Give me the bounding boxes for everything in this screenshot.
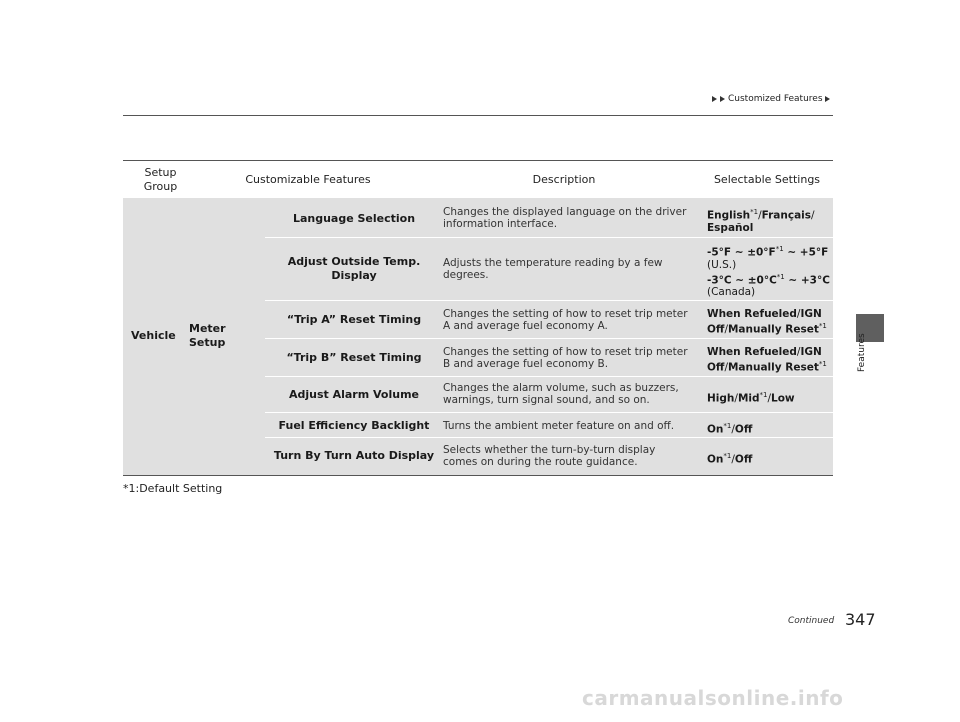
settings-table — [123, 198, 833, 476]
table-row — [265, 339, 833, 377]
selectable-settings: When Refueled/IGN Off/Manually Reset$^{*1}$ — [707, 308, 827, 336]
feature-name: “Trip A” Reset Timing — [286, 313, 422, 326]
table-row — [265, 198, 833, 238]
watermark: carmanualsonline.info — [582, 686, 844, 710]
table-row — [265, 413, 833, 438]
continued-label: Continued — [788, 616, 835, 626]
feature-description: Changes the setting of how to reset trip meter A and average fuel economy A. — [443, 308, 688, 332]
feature-description: Changes the alarm volume, such as buzzers, warnings, turn signal sound, and so on. — [443, 382, 679, 406]
selectable-settings: On$^{*1}$/Off — [707, 452, 753, 466]
feature-name: Language Selection — [292, 212, 416, 225]
feature-description: Changes the displayed language on the driver information interface. — [443, 206, 687, 230]
feature-description: Turns the ambient meter feature on and off. — [443, 420, 675, 432]
table-row — [265, 377, 833, 413]
col-setup-group: Setup Group — [143, 166, 178, 193]
group-vehicle: Vehicle — [131, 329, 176, 342]
selectable-settings: When Refueled/IGN Off/Manually Reset$^{*1}$ — [707, 346, 827, 374]
breadcrumb-label: Customized Features — [728, 94, 823, 104]
col-customizable-features: Customizable Features — [245, 173, 371, 186]
section-label: Features — [857, 333, 867, 372]
table-top-rule — [123, 160, 833, 161]
col-selectable-settings: Selectable Settings — [713, 173, 821, 186]
feature-name: “Trip B” Reset Timing — [286, 351, 422, 364]
header-divider — [123, 115, 833, 116]
col-description: Description — [532, 173, 596, 186]
group-cell — [123, 198, 265, 475]
selectable-settings: On$^{*1}$/Off — [707, 422, 753, 436]
selectable-settings: High/Mid$^{*1}$/Low — [707, 391, 795, 405]
table-header — [123, 162, 833, 198]
footnote-default-setting: *1:Default Setting — [123, 482, 223, 495]
feature-description: Adjusts the temperature reading by a few degrees. — [443, 257, 663, 281]
selectable-settings: English$^{*1}$/Français/ Español — [707, 208, 815, 234]
feature-name: Turn By Turn Auto Display — [273, 449, 435, 462]
selectable-settings: -5°F ~ $\pm 0^\circ F^{*1}$ ~ +5°F (U.S.) -3°C ~ $\pm 0^\circ C^{*1}$ ~ +3°C (Canada) — [707, 245, 830, 298]
subgroup-meter-setup: Meter Setup — [189, 322, 226, 349]
feature-description: Changes the setting of how to reset trip meter B and average fuel economy B. — [443, 346, 688, 370]
breadcrumb-arrow-icon — [720, 96, 725, 102]
page-number: 347 — [845, 610, 876, 629]
table-row — [265, 238, 833, 301]
table-row — [265, 438, 833, 475]
feature-name: Fuel Efficiency Backlight — [278, 419, 430, 432]
breadcrumb-arrow-icon — [712, 96, 717, 102]
feature-name: Adjust Alarm Volume — [288, 388, 420, 401]
table-row — [265, 301, 833, 339]
feature-description: Selects whether the turn-by-turn display comes on during the route guidance. — [443, 444, 656, 468]
breadcrumb-arrow-icon — [825, 96, 830, 102]
breadcrumb[interactable] — [712, 94, 831, 104]
feature-name: Adjust Outside Temp. Display — [287, 255, 421, 282]
